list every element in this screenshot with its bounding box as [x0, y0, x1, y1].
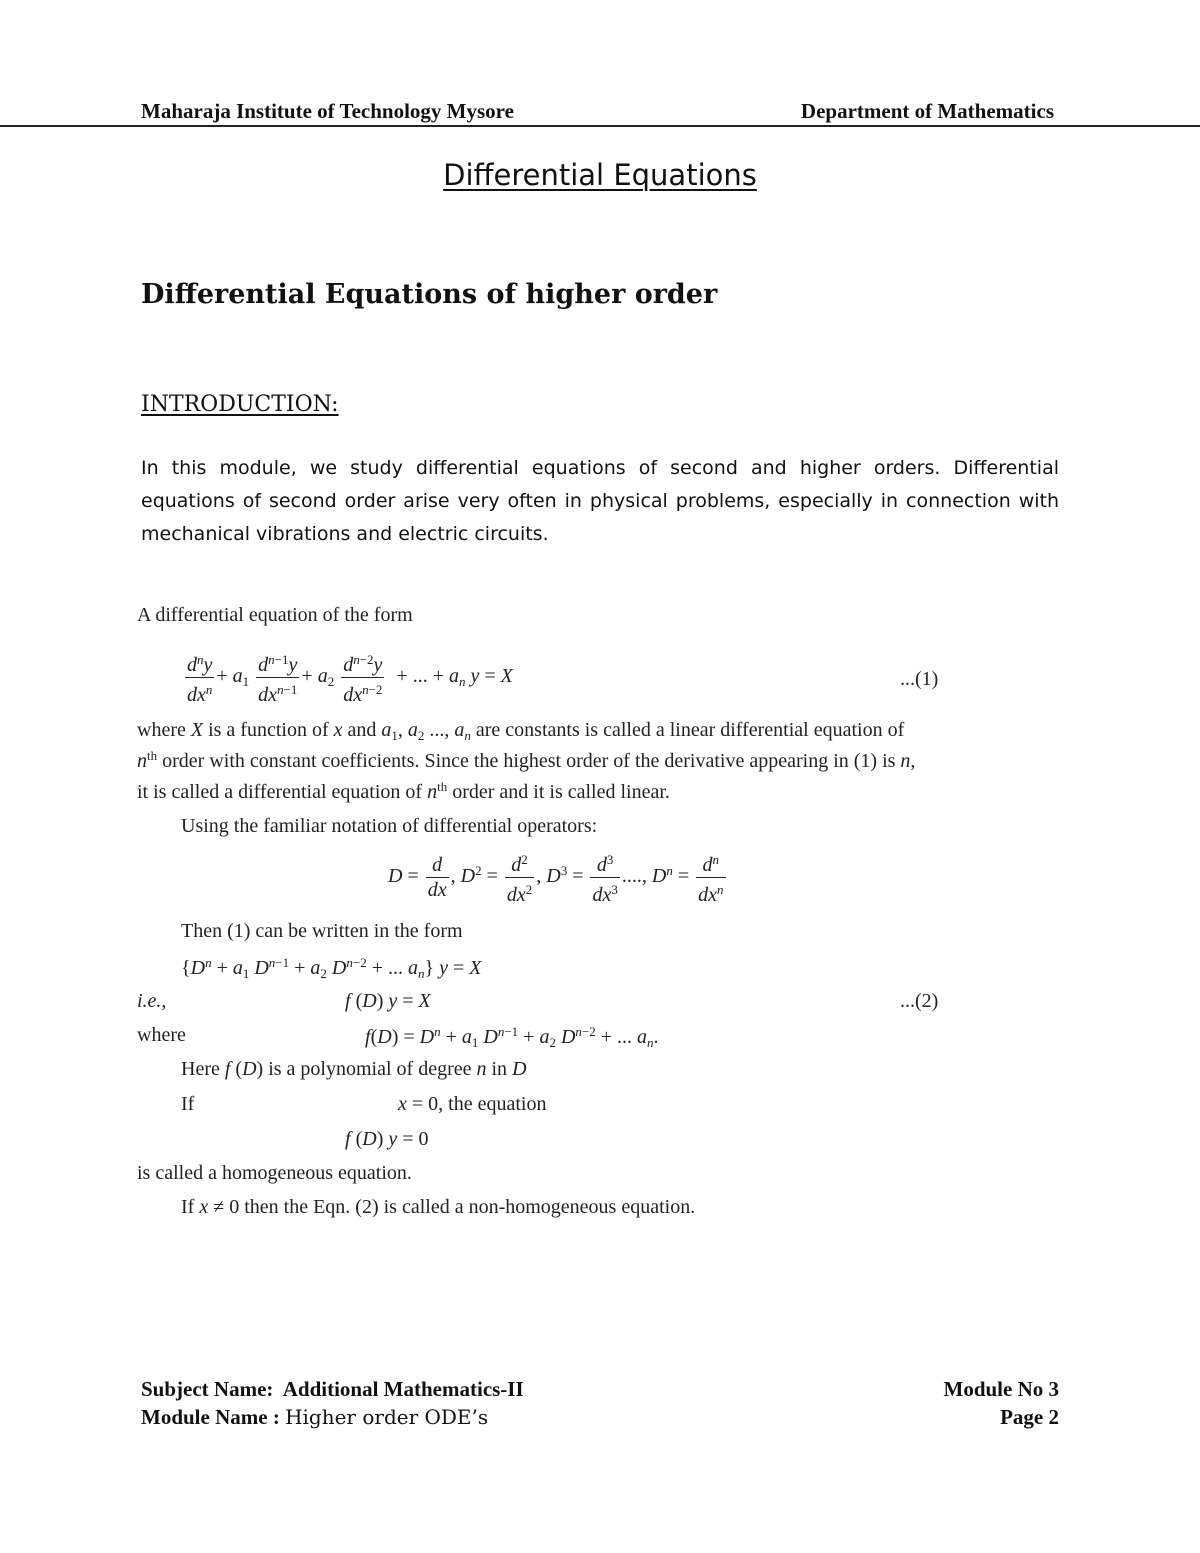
section-heading: Differential Equations of higher order [141, 279, 718, 310]
intro-heading: INTRODUCTION: [141, 392, 339, 417]
equation-1-label: ...(1) [900, 668, 939, 690]
department-name: Department of Mathematics [800, 99, 1054, 123]
page-title: Differential Equations [443, 158, 757, 192]
nonhomogeneous-line: If x ≠ 0 then the Eqn. (2) is called a non-homogeneous equation. [181, 1196, 696, 1218]
polynomial-line: Here f (D) is a polynomial of degree n in D [181, 1058, 527, 1080]
equation-1: $\frac{d^ny}{dx^n}$ + $a_1$ $\frac{d^{n-1}y}{dx^{n-1}}$ + $a_2$ $\frac{d^{n-2}y}{dx^{n-2}}$ + ... + $a_n$ y = X [183, 648, 513, 707]
form-intro: A differential equation of the form [137, 604, 413, 626]
page-number: Page 2 [1000, 1405, 1059, 1429]
institute-name: Maharaja Institute of Technology Mysore [141, 99, 514, 123]
fd-definition: $f(D) = D^n + a_1$ $D^{n-1} + a_2$ $D^{n-2}$ + ... $a_n$. [365, 1024, 659, 1050]
ie-label: i.e., [137, 990, 167, 1012]
if-label: If [181, 1093, 195, 1115]
homogeneous-equation: f (D) y = 0 [345, 1128, 429, 1150]
where-line-3: it is called a differential equation of $n^{th}$ order and it is called linear. [137, 779, 670, 803]
where-label: where [137, 1024, 186, 1046]
module-name: Module Name : Higher order ODE’s [141, 1405, 489, 1429]
operator-definitions: D = $\frac{d}{dx}$ , $D^2$ = $\frac{d^2}{dx^2}$ , $D^3$ = $\frac{d^3}{dx^3}$ ...., $D^n$ = $\frac{d^n}{dx^n}$ [388, 848, 728, 907]
subject-name: Subject Name: Additional Mathematics-II [141, 1377, 524, 1401]
then-written: Then (1) can be written in the form [181, 920, 463, 942]
header-rule [0, 125, 1200, 127]
where-line-1: where X is a function of x and $a_1$, $a_2$ ..., $a_n$ are constants is called a linear differential equation of [137, 719, 905, 743]
where-line-2: $n^{th}$ order with constant coefficients. Since the highest order of the derivative appearing in (1) is n, [137, 748, 916, 772]
homogeneous-line: is called a homogeneous equation. [137, 1162, 412, 1184]
if-condition: x = 0, the equation [398, 1093, 547, 1115]
equation-2: f (D) y = X [345, 990, 431, 1012]
intro-paragraph: In this module, we study differential equations of second and higher orders. Differential equations of second order arise very often in physical problems, especially in connection with mechanical vibrations and electric circuits. [141, 457, 1059, 545]
operator-form: {$D^n + a_1$ $D^{n-1} + a_2$ $D^{n-2}$ + ... $a_n$} y = X [181, 955, 482, 981]
module-number: Module No 3 [943, 1377, 1059, 1401]
equation-2-label: ...(2) [900, 990, 939, 1012]
notation-line: Using the familiar notation of differential operators: [181, 815, 598, 837]
